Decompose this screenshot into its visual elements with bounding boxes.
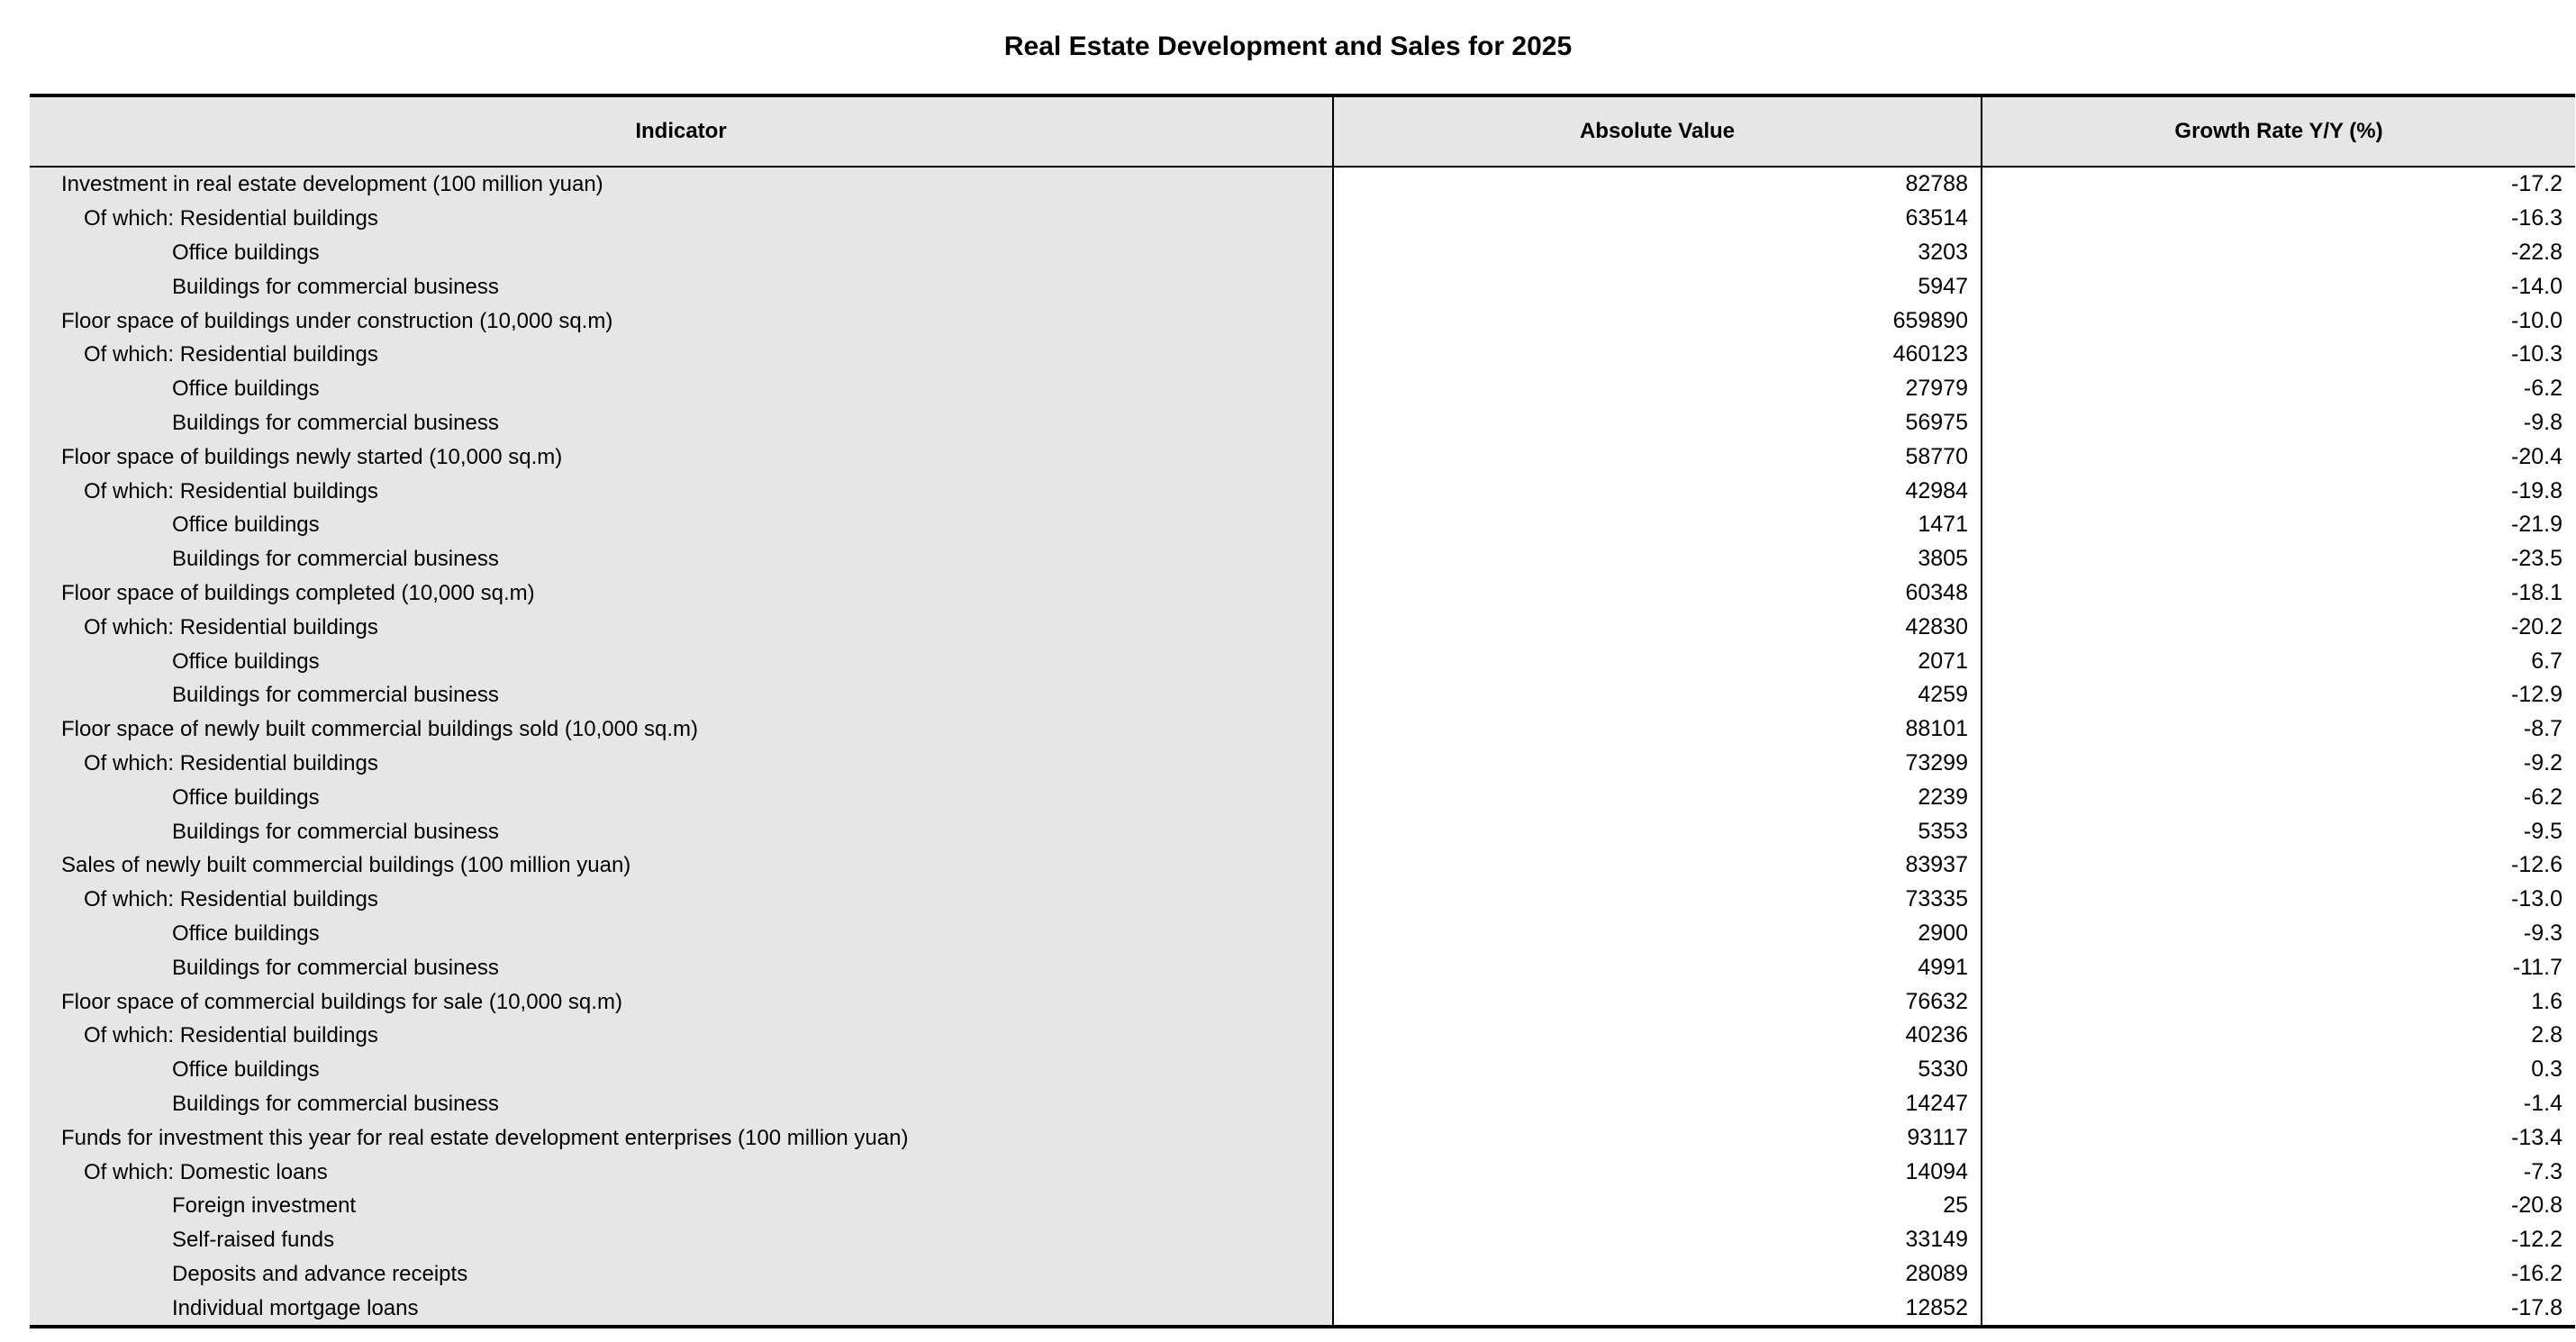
data-table xyxy=(30,94,2575,1328)
table-row xyxy=(30,167,2575,202)
table-row xyxy=(30,338,2575,372)
absolute-value-cell: 88101 xyxy=(1333,712,1982,747)
indicator-cell: Of which: Residential buildings xyxy=(30,474,1333,508)
indicator-cell: Floor space of commercial buildings for sale (10,000 sq.m) xyxy=(30,984,1333,1019)
table-row xyxy=(30,747,2575,781)
indicator-cell: Floor space of buildings under construction (10,000 sq.m) xyxy=(30,304,1333,338)
growth-rate-cell: -9.3 xyxy=(1982,917,2575,951)
absolute-value-cell: 2071 xyxy=(1333,644,1982,678)
absolute-value-cell: 40236 xyxy=(1333,1019,1982,1053)
table-row xyxy=(30,883,2575,917)
indicator-cell: Investment in real estate development (100 million yuan) xyxy=(30,167,1333,202)
indicator-cell: Of which: Residential buildings xyxy=(30,1019,1333,1053)
growth-rate-cell: -6.2 xyxy=(1982,372,2575,406)
indicator-cell: Sales of newly built commercial buildings (100 million yuan) xyxy=(30,848,1333,883)
table-row xyxy=(30,1053,2575,1087)
indicator-cell: Of which: Domestic loans xyxy=(30,1155,1333,1189)
indicator-cell: Buildings for commercial business xyxy=(30,269,1333,304)
table-row xyxy=(30,542,2575,576)
growth-rate-cell: -13.4 xyxy=(1982,1120,2575,1155)
table-body xyxy=(30,167,2575,1327)
growth-rate-cell: -6.2 xyxy=(1982,780,2575,814)
table-header xyxy=(30,95,2575,167)
growth-rate-cell: -17.8 xyxy=(1982,1291,2575,1327)
table-row xyxy=(30,950,2575,984)
table-row xyxy=(30,712,2575,747)
indicator-cell: Buildings for commercial business xyxy=(30,678,1333,712)
data-table-container xyxy=(30,94,2575,1328)
table-row xyxy=(30,917,2575,951)
growth-rate-cell: -17.2 xyxy=(1982,167,2575,202)
indicator-cell: Floor space of newly built commercial buildings sold (10,000 sq.m) xyxy=(30,712,1333,747)
page-title: Real Estate Development and Sales for 2025 xyxy=(1003,32,1573,61)
growth-rate-cell: 6.7 xyxy=(1982,644,2575,678)
absolute-value-cell: 33149 xyxy=(1333,1223,1982,1257)
header-row xyxy=(30,95,2575,167)
absolute-value-cell: 83937 xyxy=(1333,848,1982,883)
growth-rate-cell: -9.8 xyxy=(1982,406,2575,440)
growth-rate-cell: -22.8 xyxy=(1982,236,2575,270)
absolute-value-cell: 659890 xyxy=(1333,304,1982,338)
indicator-cell: Office buildings xyxy=(30,780,1333,814)
indicator-cell: Of which: Residential buildings xyxy=(30,747,1333,781)
growth-rate-cell: -14.0 xyxy=(1982,269,2575,304)
indicator-cell: Of which: Residential buildings xyxy=(30,338,1333,372)
absolute-value-cell: 76632 xyxy=(1333,984,1982,1019)
absolute-value-cell: 3203 xyxy=(1333,236,1982,270)
absolute-value-cell: 28089 xyxy=(1333,1257,1982,1292)
indicator-cell: Of which: Residential buildings xyxy=(30,610,1333,644)
absolute-value-cell: 27979 xyxy=(1333,372,1982,406)
indicator-cell: Of which: Residential buildings xyxy=(30,883,1333,917)
indicator-cell: Of which: Residential buildings xyxy=(30,202,1333,236)
growth-rate-cell: -10.0 xyxy=(1982,304,2575,338)
table-row xyxy=(30,1291,2575,1327)
table-row xyxy=(30,372,2575,406)
indicator-cell: Floor space of buildings newly started (10,000 sq.m) xyxy=(30,440,1333,474)
table-row xyxy=(30,1155,2575,1189)
growth-rate-cell: -16.3 xyxy=(1982,202,2575,236)
absolute-value-cell: 2239 xyxy=(1333,780,1982,814)
table-row xyxy=(30,304,2575,338)
table-row xyxy=(30,576,2575,611)
indicator-cell: Buildings for commercial business xyxy=(30,950,1333,984)
absolute-value-cell: 14247 xyxy=(1333,1087,1982,1121)
column-header-growth-rate: Growth Rate Y/Y (%) xyxy=(1982,95,2575,167)
absolute-value-cell: 25 xyxy=(1333,1189,1982,1223)
growth-rate-cell: -16.2 xyxy=(1982,1257,2575,1292)
table-row xyxy=(30,610,2575,644)
table-row xyxy=(30,1019,2575,1053)
growth-rate-cell: -8.7 xyxy=(1982,712,2575,747)
indicator-cell: Deposits and advance receipts xyxy=(30,1257,1333,1292)
absolute-value-cell: 73299 xyxy=(1333,747,1982,781)
absolute-value-cell: 2900 xyxy=(1333,917,1982,951)
table-row xyxy=(30,780,2575,814)
indicator-cell: Buildings for commercial business xyxy=(30,1087,1333,1121)
indicator-cell: Office buildings xyxy=(30,236,1333,270)
table-row xyxy=(30,508,2575,542)
absolute-value-cell: 63514 xyxy=(1333,202,1982,236)
growth-rate-cell: -10.3 xyxy=(1982,338,2575,372)
indicator-cell: Office buildings xyxy=(30,508,1333,542)
indicator-cell: Individual mortgage loans xyxy=(30,1291,1333,1327)
absolute-value-cell: 1471 xyxy=(1333,508,1982,542)
absolute-value-cell: 5947 xyxy=(1333,269,1982,304)
absolute-value-cell: 14094 xyxy=(1333,1155,1982,1189)
absolute-value-cell: 42830 xyxy=(1333,610,1982,644)
growth-rate-cell: -1.4 xyxy=(1982,1087,2575,1121)
table-row xyxy=(30,474,2575,508)
absolute-value-cell: 4991 xyxy=(1333,950,1982,984)
absolute-value-cell: 93117 xyxy=(1333,1120,1982,1155)
absolute-value-cell: 3805 xyxy=(1333,542,1982,576)
growth-rate-cell: -9.5 xyxy=(1982,814,2575,848)
growth-rate-cell: -21.9 xyxy=(1982,508,2575,542)
table-row xyxy=(30,1223,2575,1257)
table-row xyxy=(30,236,2575,270)
growth-rate-cell: -7.3 xyxy=(1982,1155,2575,1189)
growth-rate-cell: 1.6 xyxy=(1982,984,2575,1019)
table-row xyxy=(30,644,2575,678)
indicator-cell: Buildings for commercial business xyxy=(30,542,1333,576)
indicator-cell: Funds for investment this year for real estate development enterprises (100 million yuan) xyxy=(30,1120,1333,1155)
growth-rate-cell: -12.2 xyxy=(1982,1223,2575,1257)
indicator-cell: Floor space of buildings completed (10,000 sq.m) xyxy=(30,576,1333,611)
absolute-value-cell: 58770 xyxy=(1333,440,1982,474)
indicator-cell: Self-raised funds xyxy=(30,1223,1333,1257)
table-row xyxy=(30,1189,2575,1223)
growth-rate-cell: -12.9 xyxy=(1982,678,2575,712)
column-header-absolute-value: Absolute Value xyxy=(1333,95,1982,167)
absolute-value-cell: 4259 xyxy=(1333,678,1982,712)
absolute-value-cell: 12852 xyxy=(1333,1291,1982,1327)
growth-rate-cell: -11.7 xyxy=(1982,950,2575,984)
table-row xyxy=(30,1257,2575,1292)
growth-rate-cell: -12.6 xyxy=(1982,848,2575,883)
absolute-value-cell: 82788 xyxy=(1333,167,1982,202)
table-row xyxy=(30,814,2575,848)
indicator-cell: Office buildings xyxy=(30,644,1333,678)
table-row xyxy=(30,269,2575,304)
absolute-value-cell: 56975 xyxy=(1333,406,1982,440)
column-header-indicator: Indicator xyxy=(30,95,1333,167)
table-row xyxy=(30,984,2575,1019)
growth-rate-cell: -19.8 xyxy=(1982,474,2575,508)
growth-rate-cell: -20.4 xyxy=(1982,440,2575,474)
table-row xyxy=(30,1087,2575,1121)
growth-rate-cell: 2.8 xyxy=(1982,1019,2575,1053)
table-row xyxy=(30,202,2575,236)
absolute-value-cell: 5330 xyxy=(1333,1053,1982,1087)
growth-rate-cell: -18.1 xyxy=(1982,576,2575,611)
indicator-cell: Office buildings xyxy=(30,372,1333,406)
indicator-cell: Buildings for commercial business xyxy=(30,814,1333,848)
table-row xyxy=(30,1120,2575,1155)
growth-rate-cell: 0.3 xyxy=(1982,1053,2575,1087)
absolute-value-cell: 5353 xyxy=(1333,814,1982,848)
indicator-cell: Office buildings xyxy=(30,1053,1333,1087)
growth-rate-cell: -23.5 xyxy=(1982,542,2575,576)
absolute-value-cell: 73335 xyxy=(1333,883,1982,917)
indicator-cell: Foreign investment xyxy=(30,1189,1333,1223)
table-row xyxy=(30,406,2575,440)
growth-rate-cell: -9.2 xyxy=(1982,747,2575,781)
indicator-cell: Buildings for commercial business xyxy=(30,406,1333,440)
table-row xyxy=(30,678,2575,712)
absolute-value-cell: 460123 xyxy=(1333,338,1982,372)
absolute-value-cell: 42984 xyxy=(1333,474,1982,508)
absolute-value-cell: 60348 xyxy=(1333,576,1982,611)
growth-rate-cell: -20.2 xyxy=(1982,610,2575,644)
table-row xyxy=(30,848,2575,883)
indicator-cell: Office buildings xyxy=(30,917,1333,951)
table-row xyxy=(30,440,2575,474)
growth-rate-cell: -20.8 xyxy=(1982,1189,2575,1223)
growth-rate-cell: -13.0 xyxy=(1982,883,2575,917)
